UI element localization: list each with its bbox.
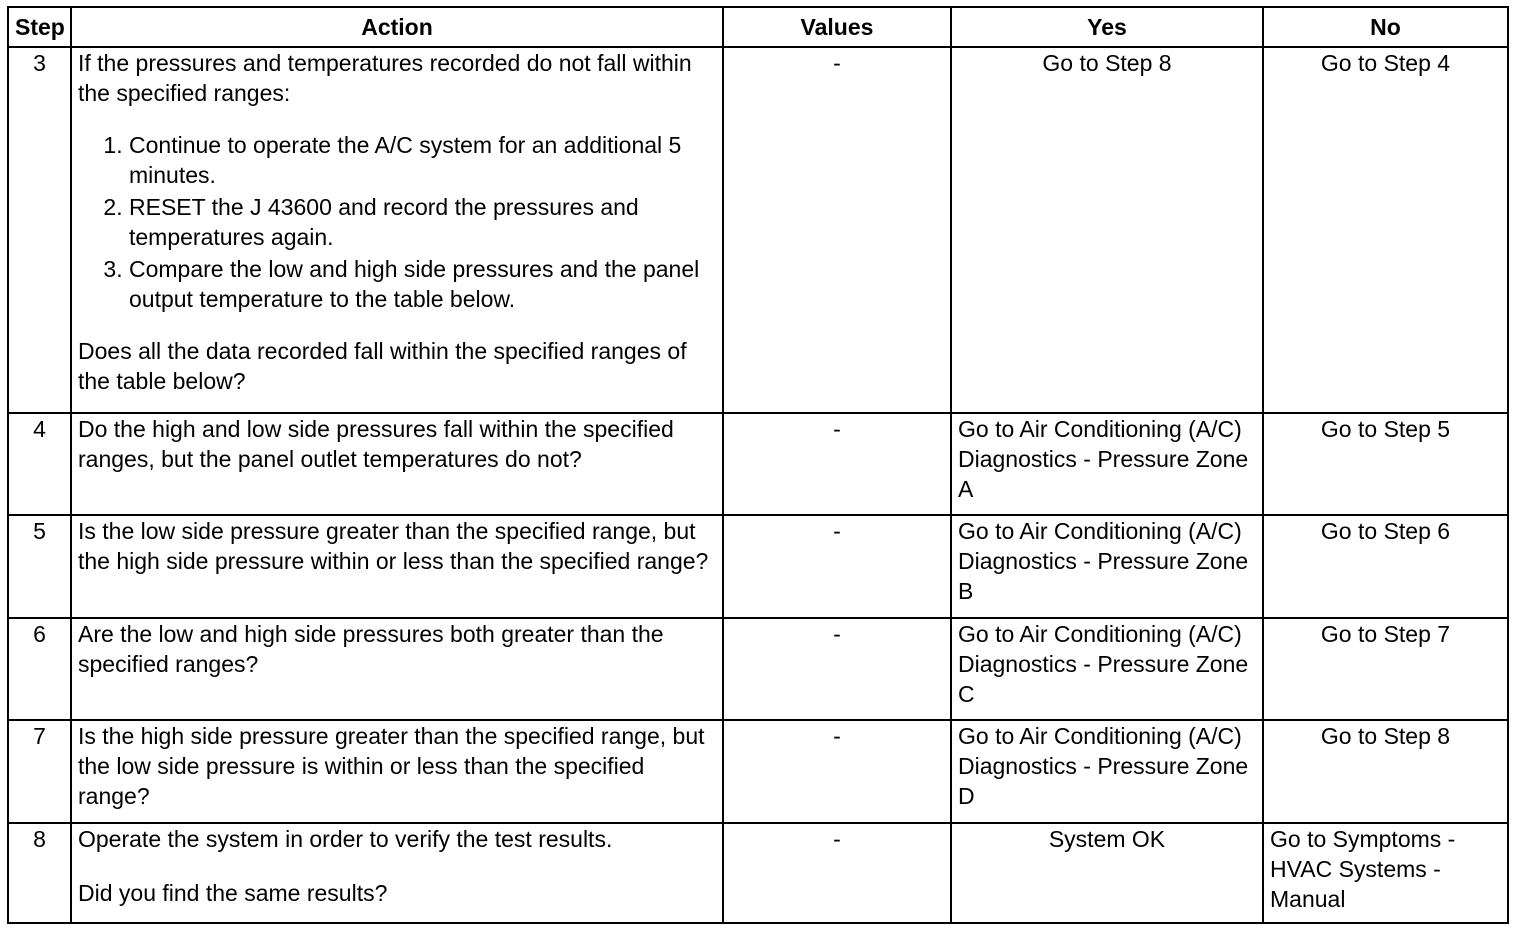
table-row bbox=[8, 618, 1508, 720]
diagnostic-table bbox=[7, 6, 1509, 924]
header-yes: Yes bbox=[951, 7, 1263, 47]
header-no: No bbox=[1263, 7, 1508, 47]
list-item: 1. Continue to operate the A/C system for an additional 5 minutes. bbox=[129, 130, 716, 190]
header-step: Step bbox=[8, 7, 71, 47]
yes-link[interactable]: Go to Air Conditioning (A/C) Diagnostics - Pressure Zone A bbox=[951, 413, 1263, 515]
action-cell: Is the high side pressure greater than the specified range, but the low side pressure is within or less than the specified range? bbox=[71, 720, 723, 823]
step-number: 4 bbox=[8, 413, 71, 515]
no-link[interactable]: Go to Step 6 bbox=[1263, 515, 1508, 618]
action-question: Did you find the same results? bbox=[78, 880, 388, 906]
step-number: 8 bbox=[8, 823, 71, 923]
no-link[interactable]: Go to Step 4 bbox=[1263, 47, 1508, 413]
action-cell: Are the low and high side pressures both greater than the specified ranges? bbox=[71, 618, 723, 720]
table-row bbox=[8, 47, 1508, 413]
action-instruction: Operate the system in order to verify the test results. bbox=[78, 826, 613, 852]
table-row bbox=[8, 823, 1508, 923]
step-number: 7 bbox=[8, 720, 71, 823]
action-cell bbox=[71, 47, 723, 413]
values-cell: - bbox=[723, 515, 951, 618]
table-row bbox=[8, 413, 1508, 515]
table-row bbox=[8, 515, 1508, 618]
step-number: 6 bbox=[8, 618, 71, 720]
action-step-list bbox=[78, 130, 716, 314]
no-link[interactable]: Go to Step 8 bbox=[1263, 720, 1508, 823]
step-number: 3 bbox=[8, 47, 71, 413]
no-link[interactable]: Go to Step 5 bbox=[1263, 413, 1508, 515]
action-intro: If the pressures and temperatures recorded do not fall within the specified ranges: bbox=[78, 50, 692, 106]
step-number: 5 bbox=[8, 515, 71, 618]
no-link[interactable]: Go to Symptoms - HVAC Systems - Manual bbox=[1263, 823, 1508, 923]
action-cell: Do the high and low side pressures fall within the specified ranges, but the panel outlet temperatures do not? bbox=[71, 413, 723, 515]
values-cell: - bbox=[723, 823, 951, 923]
no-link[interactable]: Go to Step 7 bbox=[1263, 618, 1508, 720]
yes-link[interactable]: Go to Air Conditioning (A/C) Diagnostics - Pressure Zone B bbox=[951, 515, 1263, 618]
table-row bbox=[8, 720, 1508, 823]
yes-link[interactable]: Go to Step 8 bbox=[951, 47, 1263, 413]
values-cell: - bbox=[723, 720, 951, 823]
header-row bbox=[8, 7, 1508, 47]
yes-link[interactable]: Go to Air Conditioning (A/C) Diagnostics - Pressure Zone D bbox=[951, 720, 1263, 823]
action-cell bbox=[71, 823, 723, 923]
values-cell: - bbox=[723, 413, 951, 515]
yes-link[interactable]: Go to Air Conditioning (A/C) Diagnostics - Pressure Zone C bbox=[951, 618, 1263, 720]
values-cell: - bbox=[723, 618, 951, 720]
yes-link[interactable]: System OK bbox=[951, 823, 1263, 923]
list-item: 2. RESET the J 43600 and record the pressures and temperatures again. bbox=[129, 192, 716, 252]
values-cell: - bbox=[723, 47, 951, 413]
header-action: Action bbox=[71, 7, 723, 47]
list-item: 3. Compare the low and high side pressures and the panel output temperature to the table below. bbox=[129, 254, 716, 314]
header-values: Values bbox=[723, 7, 951, 47]
action-question: Does all the data recorded fall within the specified ranges of the table below? bbox=[78, 338, 687, 394]
action-cell: Is the low side pressure greater than the specified range, but the high side pressure within or less than the specified range? bbox=[71, 515, 723, 618]
